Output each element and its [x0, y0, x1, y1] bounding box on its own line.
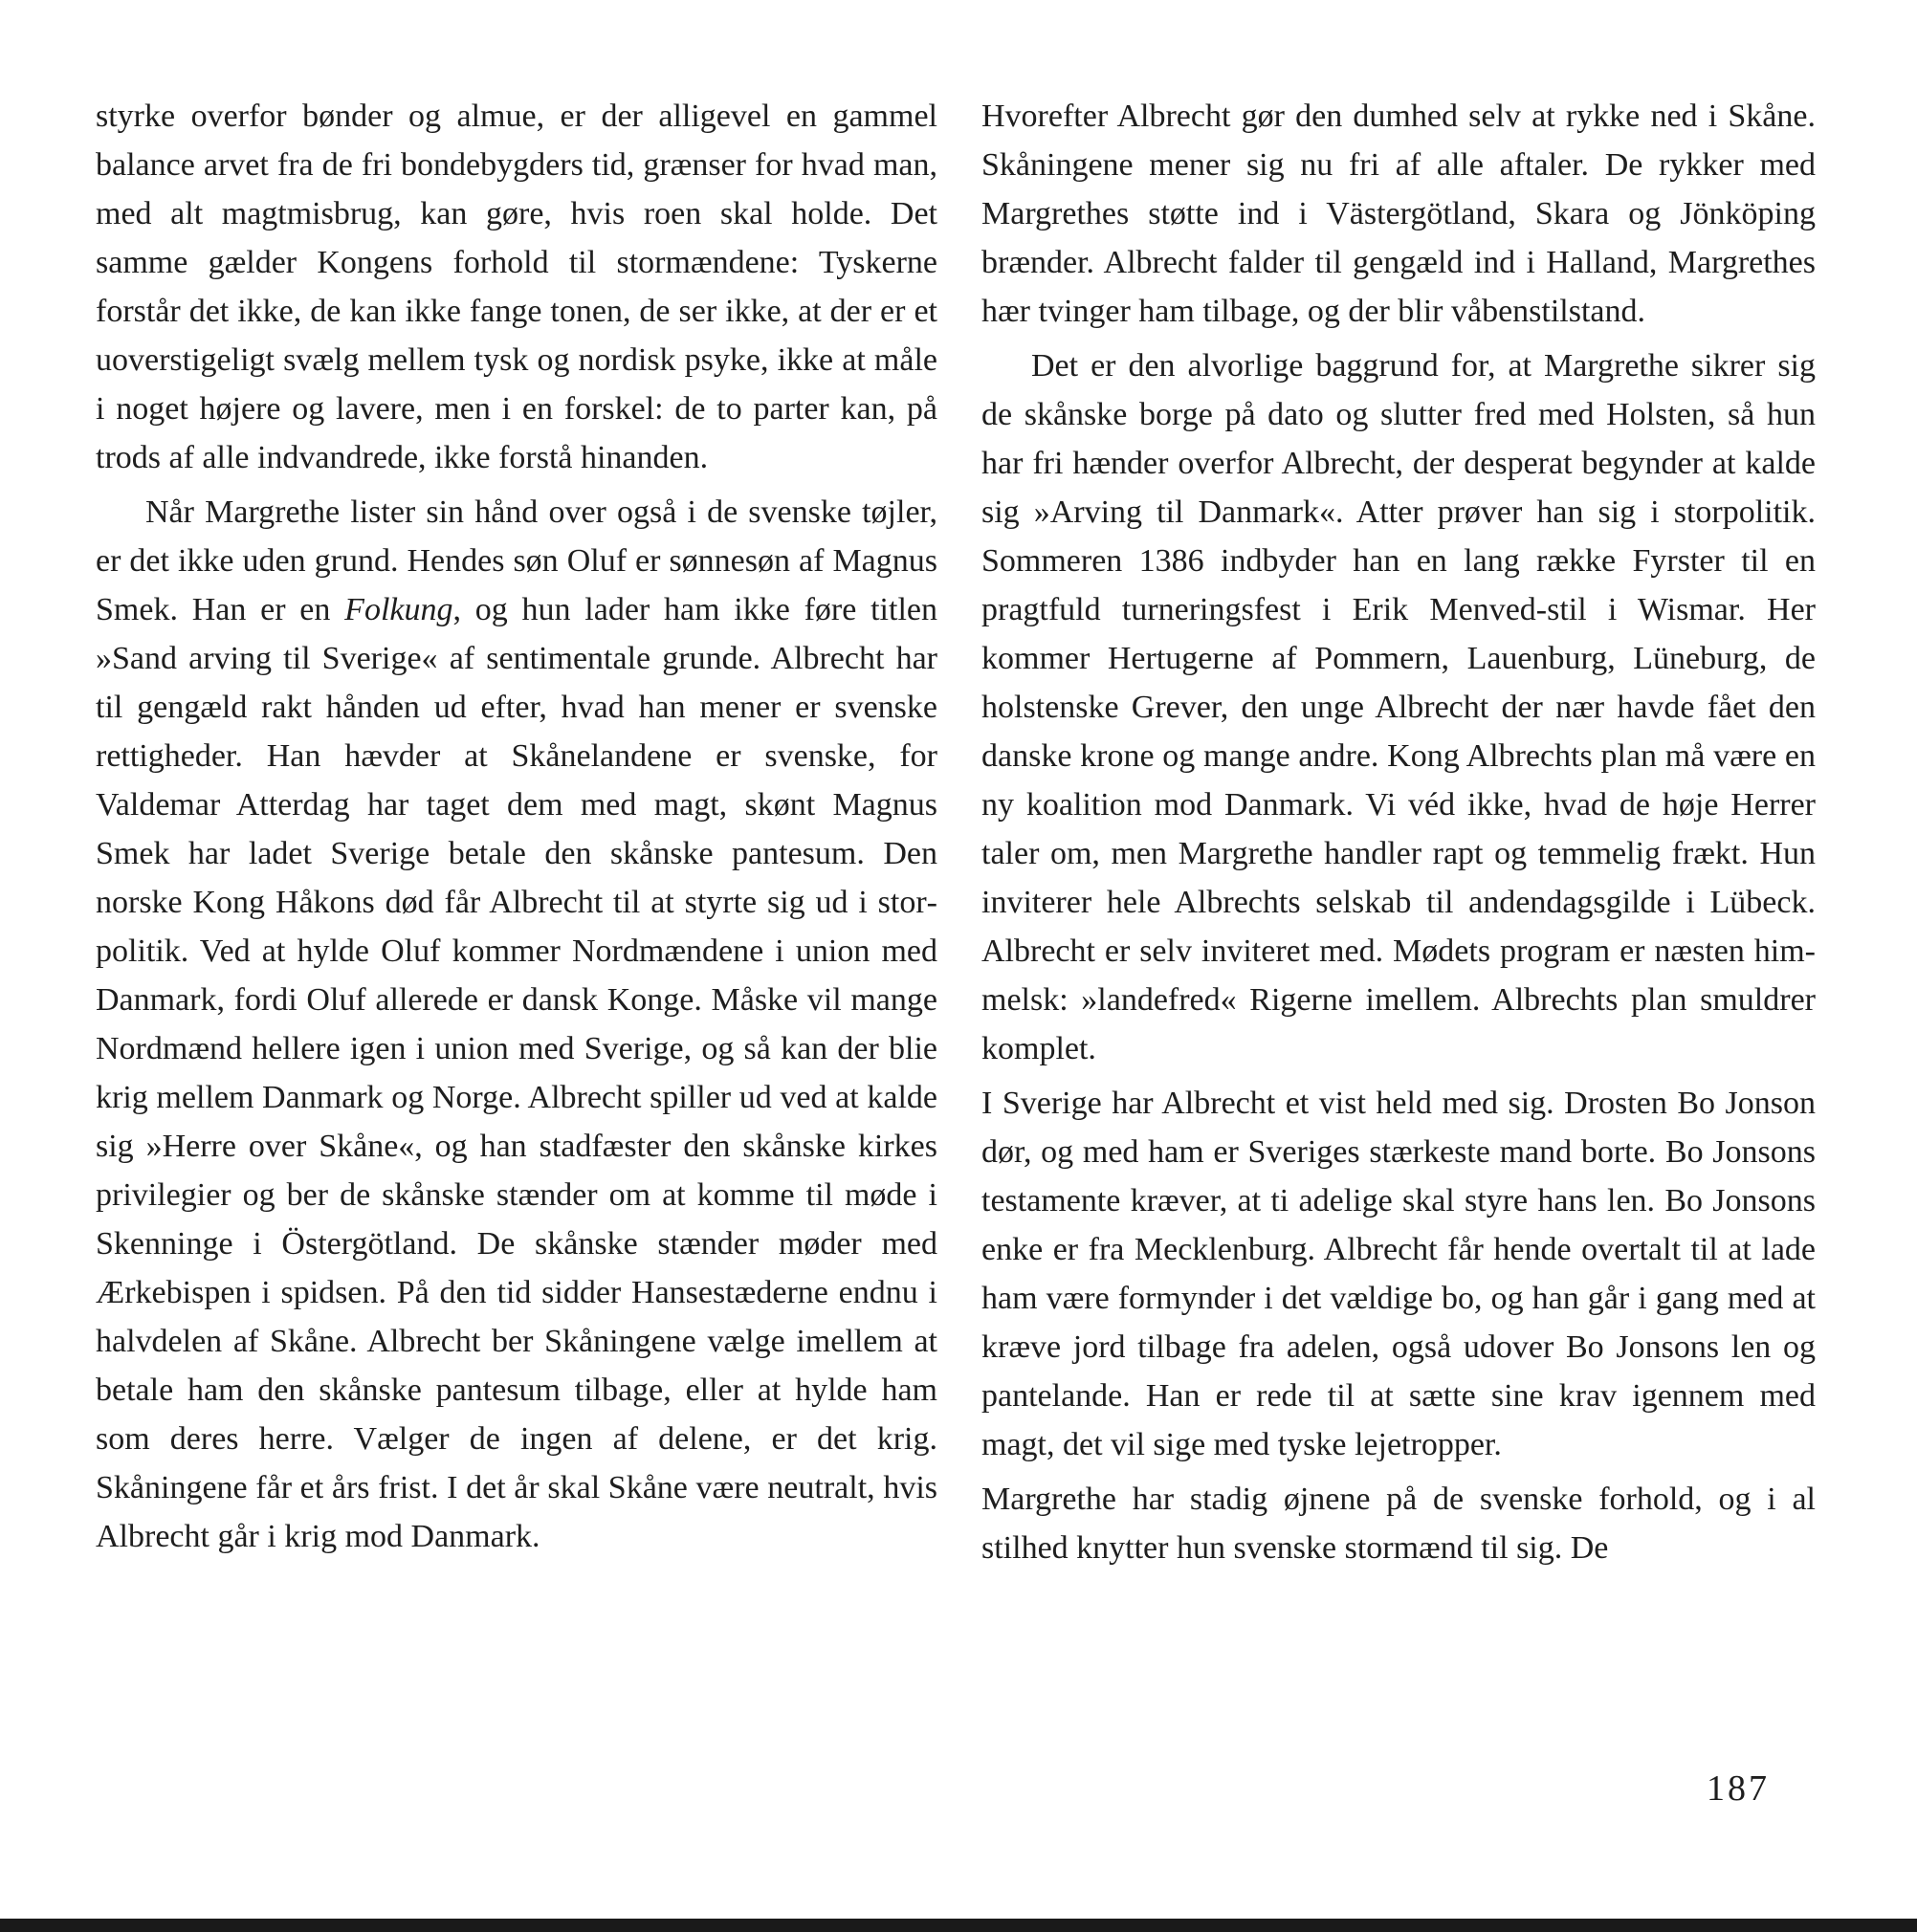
right-text-column: [981, 92, 1816, 1572]
paragraph: Margrethe har stadig øjnene på de svenske forhold, og i al stilhed knytter hun svenske stormænd til sig. De: [981, 1482, 1816, 1566]
paragraph-text: , og hun lader ham ikke føre titlen »Sand arving til Sverige« af sentimentale grunde. Albrecht har til gengæld rakt hånden ud efter, hvad han mener er svenske rettigheder. Han hævder at Skånelandene er svenske, for Valdemar Atterdag har taget dem med magt, skønt Magnus Smek har ladet Sverige betale den skånske pantesum. Den norske Kong Håkons død får Albrecht til at styrte sig ud i storpolitik. Ved at hylde Oluf kommer Nordmændene i union med Danmark, fordi Oluf allerede er dansk Konge. Måske vil mange Nordmænd hellere igen i union med Sverige, og så kan der blie krig mellem Danmark og Norge. Albrecht spiller ud ved at kalde sig »Herre over Skåne«, og han stadfæster den skånske kirkes privilegier og ber de skånske stænder om at komme til møde i Skenninge i Östergötland. De skånske stænder møder med Ærkebispen i spidsen. På den tid sidder Hansestæderne endnu i halvdelen af Skåne. Albrecht ber Skåningene vælge imellem at betale ham den skånske pantesum tilbage, eller at hylde ham som deres herre. Vælger de ingen af delene, er det krig. Skåningene får et års frist. I det år skal Skåne være neutralt, hvis Albrecht går i krig mod Danmark.: [96, 592, 937, 1554]
paragraph: I Sverige har Albrecht et vist held med sig. Drosten Bo Jonson dør, og med ham er Sveriges stærkeste mand borte. Bo Jonsons testamente kræver, at ti adelige skal styre hans len. Bo Jonsons enke er fra Mecklenburg. Albrecht får hende overtalt til at lade ham være formynder i det vældige bo, og han går i gang med at kræve jord tilbage fra adelen, også udover Bo Jonsons len og pantelande. Han er rede til at sætte sine krav igennem med magt, det vil sige med tyske lejetropper.: [981, 1086, 1816, 1462]
page-number: 187: [1707, 1768, 1770, 1809]
paragraph: [96, 488, 937, 1561]
left-text-column: [96, 92, 937, 1561]
scan-edge: [0, 1919, 1917, 1932]
italic-term: Folkung: [344, 592, 453, 627]
paragraph: Hvorefter Albrecht gør den dumhed selv at rykke ned i Skåne. Skåningene mener sig nu fri af alle aftaler. De rykker med Margrethes støtte ind i Västergötland, Skara og Jönköping brænder. Albrecht falder til gengæld ind i Halland, Margrethes hær tvinger ham tilbage, og der blir våbenstilstand.: [981, 99, 1816, 329]
paragraph-text: Når Margrethe lister sin hånd over også i de svenske tøjler, er det ikke uden grund. Hendes søn Oluf er sønnesøn af Magnus Smek. Han er en: [96, 494, 937, 627]
paragraph: Det er den alvorlige baggrund for, at Margrethe sikrer sig de skånske borge på dato og slutter fred med Holsten, så hun har fri hænder overfor Albrecht, der desperat begynder at kalde sig »Arving til Danmark«. Atter prøver han sig i storpolitik. Sommeren 1386 indbyder han en lang række Fyrster til en pragtfuld turneringsfest i Erik Menved-stil i Wismar. Her kommer Hertugerne af Pommern, Lauenburg, Lüneburg, de holstenske Grever, den unge Albrecht der nær havde fået den danske krone og mange andre. Kong Albrechts plan må være en ny koalition mod Danmark. Vi véd ikke, hvad de høje Herrer taler om, men Margrethe handler rapt og temmelig frækt. Hun inviterer hele Albrechts selskab til andendagsgilde i Lübeck. Albrecht er selv inviteret med. Mødets program er næsten himmelsk: »landefred« Rigerne imellem. Albrechts plan smuldrer komplet.: [981, 348, 1816, 1066]
paragraph: styrke overfor bønder og almue, er der alligevel en gammel balance arvet fra de fri bondebygders tid, grænser for hvad man, med alt magtmisbrug, kan gøre, hvis roen skal holde. Det samme gælder Kongens forhold til stormændene: Tyskerne forstår det ikke, de kan ikke fange tonen, de ser ikke, at der er et uoverstigeligt svælg mellem tysk og nordisk psyke, ikke at måle i noget højere og lavere, men i en forskel: de to parter kan, på trods af alle indvandrede, ikke forstå hinanden.: [96, 99, 937, 475]
